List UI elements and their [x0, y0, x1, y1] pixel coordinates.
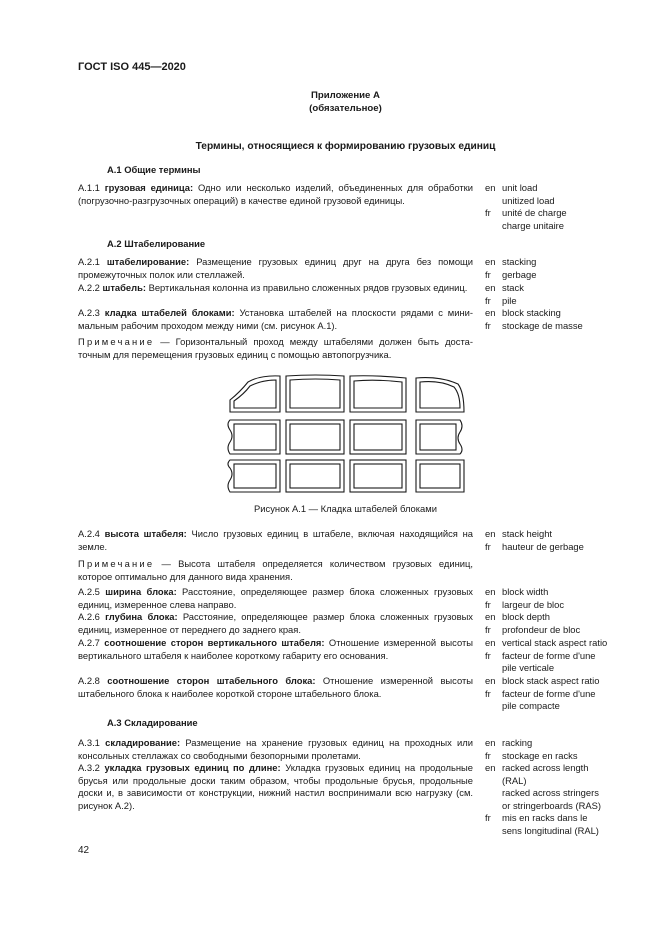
lang-a21 — [485, 256, 645, 281]
lang-term: stockage en racks — [502, 749, 578, 761]
term-a31 — [78, 737, 473, 762]
lang-term: hauteur de gerbage — [502, 540, 584, 552]
lang-equivalent-row — [485, 195, 645, 208]
section-heading-a1: А.1 Общие термины — [107, 164, 201, 175]
lang-equivalent-row — [485, 812, 645, 825]
lang-equivalent-row — [485, 662, 645, 675]
lang-term: stockage de masse — [502, 319, 583, 331]
lang-term: pile verticale — [502, 662, 555, 674]
lang-code: fr — [485, 687, 491, 699]
lang-a22 — [485, 282, 645, 307]
lang-code: fr — [485, 598, 491, 610]
lang-equivalent-row — [485, 307, 645, 320]
term-definition: Вертикальная колонна из правильно сложенных рядов грузовых единиц. — [145, 282, 468, 293]
lang-term: (RAL) — [502, 774, 527, 786]
annex-subtitle: (обязательное) — [309, 103, 382, 114]
lang-equivalent-row — [485, 688, 645, 701]
term-a25 — [78, 586, 473, 611]
lang-code: fr — [485, 294, 491, 306]
lang-equivalent-row — [485, 700, 645, 713]
lang-term: charge unitaire — [502, 219, 565, 231]
term-a23 — [78, 307, 473, 332]
term-a32 — [78, 762, 473, 812]
lang-code: en — [485, 256, 496, 267]
lang-term: sens longitudinal (RAL) — [502, 824, 599, 836]
term-name: штабелирование: — [106, 256, 190, 267]
lang-term: pile compacte — [502, 700, 560, 712]
term-definition: Отношение измеренной высоты штабельного блока к наиболее короткой стороне штабельного блока. — [78, 675, 473, 699]
lang-equivalent-row — [485, 637, 645, 650]
lang-code — [485, 787, 502, 800]
term-name: глубина блока: — [105, 611, 178, 622]
document-header: ГОСТ ISO 445—2020 — [78, 61, 186, 73]
term-a11 — [78, 182, 473, 207]
lang-code: en — [485, 528, 496, 539]
lang-equivalent-row — [485, 269, 645, 282]
term-a26 — [78, 611, 473, 636]
lang-a26 — [485, 611, 645, 636]
lang-code — [485, 825, 502, 838]
lang-a31 — [485, 737, 645, 762]
lang-equivalent-row — [485, 207, 645, 220]
lang-equivalent-row — [485, 762, 645, 775]
lang-term: block stacking — [502, 307, 561, 318]
term-definition: Отношение измеренной высоты вертикального штабеля к наиболее короткому габариту его основания. — [78, 637, 473, 661]
annex-title: Приложение А — [311, 90, 380, 101]
lang-code — [485, 195, 502, 208]
lang-equivalent-row — [485, 825, 645, 838]
term-a22 — [78, 282, 473, 295]
lang-term: mis en racks dans le — [502, 812, 588, 824]
term-number: А.2.6 — [78, 611, 106, 622]
lang-term: largeur de bloc — [502, 598, 565, 610]
lang-term: facteur de forme d'une — [502, 649, 596, 661]
lang-a27 — [485, 637, 645, 675]
section-heading-a3: А.3 Складирование — [107, 717, 198, 728]
term-number: А.2.1 — [78, 256, 107, 267]
lang-code — [485, 662, 502, 675]
lang-equivalent-row — [485, 528, 645, 541]
lang-code: fr — [485, 540, 491, 552]
lang-a32 — [485, 762, 645, 838]
term-name: грузовая единица: — [104, 182, 194, 193]
lang-term: stack height — [502, 528, 553, 539]
term-a24 — [78, 528, 473, 553]
lang-equivalent-row — [485, 182, 645, 195]
lang-term: facteur de forme d'une — [502, 687, 596, 699]
figure-caption: Рисунок А.1 — Кладка штабелей блоками — [254, 503, 437, 514]
term-definition: Укладка грузовых единиц на продольные брусья или продольные доски таким образом, чтобы продольные брусья, продольные доски и, в зависимости от конструкции, нижний настил воспринимали всю нагрузку (см. рисунок А.2). — [78, 762, 474, 811]
term-name: соотношение сторон штабельного блока: — [107, 675, 316, 686]
lang-equivalent-row — [485, 541, 645, 554]
lang-term: vertical stack aspect ratio — [502, 637, 608, 648]
term-definition: Одно или несколько изделий, объединенных для обработки (погрузочно-разгрузочных операций) в качестве единой грузовой единицы. — [78, 182, 474, 206]
lang-a23 — [485, 307, 645, 332]
term-number: А.1.1 — [78, 182, 105, 193]
note-a24 — [78, 558, 473, 583]
lang-code: en — [485, 182, 496, 193]
page-number: 42 — [78, 845, 90, 856]
lang-a24 — [485, 528, 645, 553]
term-name: укладка грузовых единиц по длине: — [104, 762, 281, 773]
lang-equivalent-row — [485, 599, 645, 612]
lang-equivalent-row — [485, 220, 645, 233]
lang-term: unité de charge — [502, 207, 567, 219]
lang-equivalent-row — [485, 320, 645, 333]
lang-equivalent-row — [485, 787, 645, 800]
lang-a28 — [485, 675, 645, 713]
term-definition: Число грузовых единиц в штабеле, включая находящийся на земле. — [78, 528, 474, 552]
lang-equivalent-row — [485, 775, 645, 788]
lang-term: racked across length — [502, 762, 589, 773]
lang-term: unitized load — [502, 194, 555, 206]
lang-term: block depth — [502, 611, 550, 622]
term-a28 — [78, 675, 473, 700]
lang-term: gerbage — [502, 268, 537, 280]
term-a27 — [78, 637, 473, 662]
lang-a25 — [485, 586, 645, 611]
block-stacking-figure — [226, 372, 468, 494]
lang-term: racking — [502, 737, 533, 748]
lang-term: racked across stringers — [502, 787, 599, 799]
lang-code: fr — [485, 749, 491, 761]
term-name: высота штабеля: — [104, 528, 187, 539]
term-number: А.3.1 — [78, 737, 106, 748]
document-title: Термины, относящиеся к формированию грузовых единиц — [195, 141, 496, 152]
lang-equivalent-row — [485, 800, 645, 813]
term-number: А.2.3 — [78, 307, 105, 318]
term-number: А.2.2 — [78, 282, 103, 293]
lang-code: fr — [485, 649, 491, 661]
term-name: ширина блока: — [105, 586, 177, 597]
term-name: складирование: — [105, 737, 181, 748]
lang-equivalent-row — [485, 586, 645, 599]
note-text: — Высота штабеля определяется количеством грузовых единиц, которое оптимально для данного вида хранения. — [78, 558, 473, 582]
lang-term: unit load — [502, 182, 538, 193]
lang-code: en — [485, 762, 496, 773]
lang-code: en — [485, 586, 496, 597]
lang-code: en — [485, 611, 496, 622]
note-label: Примечание — [78, 558, 155, 569]
lang-equivalent-row — [485, 737, 645, 750]
lang-code: fr — [485, 623, 491, 635]
lang-term: or stringerboards (RAS) — [502, 799, 601, 811]
term-a21 — [78, 256, 473, 281]
lang-equivalent-row — [485, 611, 645, 624]
lang-code: en — [485, 637, 496, 648]
term-number: А.2.4 — [78, 528, 105, 539]
lang-term: stacking — [502, 256, 537, 267]
lang-code — [485, 775, 502, 788]
lang-code — [485, 220, 502, 233]
lang-code: en — [485, 282, 496, 293]
term-name: штабель: — [102, 282, 146, 293]
lang-equivalent-row — [485, 624, 645, 637]
term-definition: Установка штабелей на плоскости рядами с минимальным рабочим проходом между ними (см. рисунок А.1). — [78, 307, 474, 331]
lang-code — [485, 700, 502, 713]
note-text: — Горизонтальный проход между штабелями должен быть достаточным для перемещения грузовых единиц с помощью автопогрузчика. — [78, 336, 473, 360]
term-number: А.2.8 — [78, 675, 108, 686]
lang-equivalent-row — [485, 650, 645, 663]
term-number: А.2.5 — [78, 586, 106, 597]
lang-code — [485, 800, 502, 813]
lang-code: en — [485, 737, 496, 748]
lang-code: en — [485, 307, 496, 318]
lang-code: fr — [485, 319, 491, 331]
term-definition: Расстояние, определяющее размер блока сложенных грузовых единиц, измеренное от переднего до заднего края. — [78, 611, 473, 635]
lang-term: profondeur de bloc — [502, 623, 581, 635]
lang-equivalent-row — [485, 675, 645, 688]
lang-term: stack — [502, 282, 524, 293]
note-a23 — [78, 336, 473, 361]
lang-term: block stack aspect ratio — [502, 675, 600, 686]
lang-equivalent-row — [485, 282, 645, 295]
term-definition: Размещение грузовых единиц друг на друга без помощи промежуточных полок или стеллажей. — [78, 256, 474, 280]
lang-equivalent-row — [485, 295, 645, 308]
lang-equivalent-row — [485, 256, 645, 269]
lang-code: fr — [485, 268, 491, 280]
lang-a11 — [485, 182, 645, 232]
term-definition: Размещение на хранение грузовых единиц на проходных или консольных стеллажах со свободными безопорными пролетами. — [78, 737, 473, 761]
lang-code: fr — [485, 207, 491, 219]
term-definition: Расстояние, определяющее размер блока сложенных грузовых единиц, измеренное слева направо. — [78, 586, 473, 610]
term-name: кладка штабелей блоками: — [104, 307, 235, 318]
lang-term: block width — [502, 586, 549, 597]
lang-term: pile — [502, 294, 517, 306]
lang-code: fr — [485, 812, 491, 824]
lang-code: en — [485, 675, 496, 686]
section-heading-a2: А.2 Штабелирование — [107, 238, 206, 249]
term-number: А.3.2 — [78, 762, 105, 773]
term-number: А.2.7 — [78, 637, 105, 648]
note-label: Примечание — [78, 336, 155, 347]
term-name: соотношение сторон вертикального штабеля: — [104, 637, 325, 648]
lang-equivalent-row — [485, 750, 645, 763]
